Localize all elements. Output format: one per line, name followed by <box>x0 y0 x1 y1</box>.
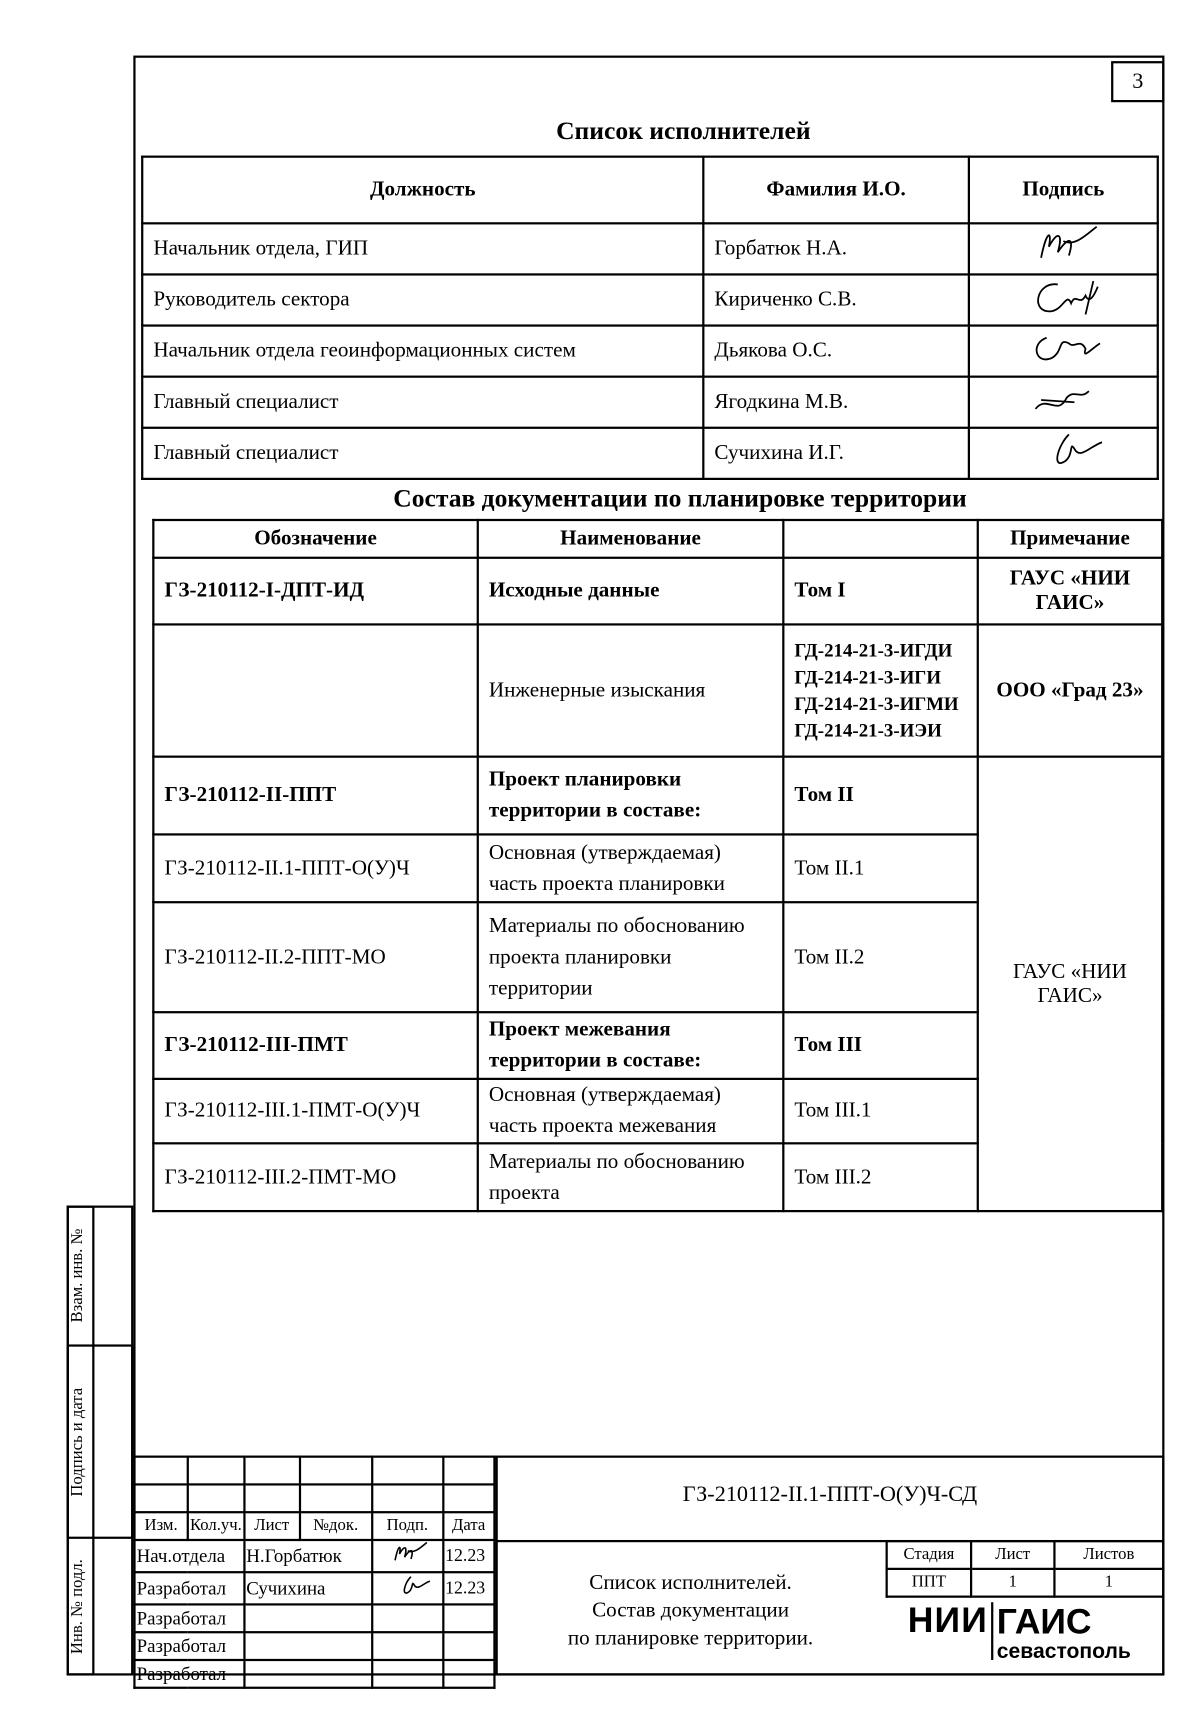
description-line: Список исполнителей. <box>589 1571 792 1595</box>
signature-icon <box>1024 378 1102 420</box>
name: Горбатюк Н.А. <box>703 223 969 274</box>
composition-title: Состав документации по планировке территории <box>393 484 967 513</box>
executors-title: Список исполнителей <box>556 116 811 145</box>
page-number: 3 <box>1111 61 1164 102</box>
signature <box>969 223 1158 274</box>
code: ГЗ-210112-II.1-ППТ-О(У)Ч <box>153 834 477 902</box>
table-row <box>153 558 1162 625</box>
code: ГЗ-210112-I-ДПТ-ИД <box>153 558 477 625</box>
signer-date: 12.23 <box>443 1540 495 1572</box>
table-row <box>142 223 1158 274</box>
signature <box>969 326 1158 377</box>
description-line: Состав документации <box>592 1598 790 1623</box>
sheets-value: 1 <box>1054 1569 1163 1597</box>
header-name: Фамилия И.О. <box>703 157 969 224</box>
composition-table <box>152 519 1163 1212</box>
signer-role: Разработал <box>134 1572 244 1604</box>
stage-label: Стадия <box>887 1541 971 1569</box>
volume: Том I <box>783 558 977 625</box>
position: Главный специалист <box>142 377 703 428</box>
survey-code: ГД-214-21-3-ИЭИ <box>794 719 942 741</box>
table-row <box>142 274 1158 325</box>
signer-date <box>443 1660 495 1688</box>
signer-row <box>134 1660 494 1688</box>
signer-role: Нач.отдела <box>134 1540 244 1572</box>
sheet-value: 1 <box>971 1569 1054 1597</box>
signer-date <box>443 1632 495 1660</box>
header-note: Примечание <box>978 520 1162 558</box>
col-header: Подп. <box>372 1512 443 1540</box>
company-logo <box>908 1600 1131 1662</box>
note: ГАУС «НИИ ГАИС» <box>978 558 1162 625</box>
signer-role: Разработал <box>134 1632 244 1660</box>
survey-code: ГД-214-21-3-ИГИ <box>794 666 942 688</box>
stamp-replacement-label: Взам. инв. № <box>68 1228 87 1323</box>
col-header: Дата <box>443 1512 495 1540</box>
signer-name <box>244 1604 372 1632</box>
signature-icon <box>1024 429 1102 471</box>
signer-row <box>134 1632 494 1660</box>
volume: Том III <box>783 1012 977 1079</box>
signer-date: 12.23 <box>443 1572 495 1604</box>
position: Начальник отдела, ГИП <box>142 223 703 274</box>
code: ГЗ-210112-II-ППТ <box>153 757 477 835</box>
signature-icon <box>1024 224 1102 266</box>
title: Проект планировки территории в составе: <box>478 757 784 835</box>
code: ГЗ-210112-III-ПМТ <box>153 1012 477 1079</box>
table-row <box>142 377 1158 428</box>
header-position: Должность <box>142 157 703 224</box>
volume: Том II.1 <box>783 834 977 902</box>
header-volume <box>783 520 977 558</box>
survey-code: ГД-214-21-3-ИГДИ <box>794 639 953 661</box>
col-header: Кол.уч. <box>188 1512 244 1540</box>
logo-right: ГАИС <box>996 1601 1092 1642</box>
stamp-inventory-label: Инв. № подл. <box>68 1559 87 1655</box>
survey-code: ГД-214-21-3-ИГМИ <box>794 692 959 714</box>
title: Материалы по обоснованию проекта <box>478 1143 784 1211</box>
description-line: по планировке территории. <box>567 1626 814 1650</box>
name: Сучихина И.Г. <box>703 428 969 479</box>
signature <box>969 377 1158 428</box>
title: Материалы по обоснованию проекта планировки территории <box>478 902 784 1012</box>
title: Основная (утверждаемая) часть проекта планировки <box>478 834 784 902</box>
signer-role: Разработал <box>134 1660 244 1688</box>
header-signature: Подпись <box>969 157 1158 224</box>
executors-table <box>141 156 1159 480</box>
name: Дьякова О.С. <box>703 326 969 377</box>
note: ГАУС «НИИ ГАИС» <box>978 757 1162 1211</box>
volume: Том III.2 <box>783 1143 977 1211</box>
sheet-label: Лист <box>971 1541 1054 1569</box>
stage-table <box>886 1540 1165 1598</box>
header-code: Обозначение <box>153 520 477 558</box>
stage-value: ППТ <box>887 1569 971 1597</box>
stamp-signature-date-label: Подпись и дата <box>68 1387 87 1497</box>
title: Проект межевания территории в составе: <box>478 1012 784 1079</box>
volume: Том II.2 <box>783 902 977 1012</box>
name: Кириченко С.В. <box>703 274 969 325</box>
signer-date <box>443 1604 495 1632</box>
col-header: Лист <box>244 1512 300 1540</box>
name: Ягодкина М.В. <box>703 377 969 428</box>
code: ГЗ-210112-III.1-ПМТ-О(У)Ч <box>153 1079 477 1143</box>
signer-row <box>134 1540 494 1572</box>
signer-row <box>134 1572 494 1604</box>
signature <box>969 428 1158 479</box>
position: Начальник отдела геоинформационных систем <box>142 326 703 377</box>
signer-row <box>134 1604 494 1632</box>
header-title: Наименование <box>478 520 784 558</box>
signature-icon <box>385 1573 429 1597</box>
code: ГЗ-210112-III.2-ПМТ-МО <box>153 1143 477 1211</box>
table-row <box>142 428 1158 479</box>
signer-name: Н.Горбатюк <box>244 1540 372 1572</box>
signer-role: Разработал <box>134 1604 244 1632</box>
title: Основная (утверждаемая) часть проекта межевания <box>478 1079 784 1143</box>
col-header: Изм. <box>134 1512 187 1540</box>
signature-icon <box>1024 276 1102 318</box>
title: Исходные данные <box>478 558 784 625</box>
col-header: №док. <box>300 1512 372 1540</box>
signer-name <box>244 1660 372 1688</box>
code <box>153 624 477 756</box>
sheets-label: Листов <box>1054 1541 1163 1569</box>
position: Руководитель сектора <box>142 274 703 325</box>
volume <box>783 624 977 756</box>
logo-left: НИИ <box>907 1599 988 1640</box>
volume: Том II <box>783 757 977 835</box>
signature-icon <box>1024 327 1102 369</box>
table-row <box>142 326 1158 377</box>
table-row <box>153 757 1162 835</box>
volume: Том III.1 <box>783 1079 977 1143</box>
signer-name <box>244 1632 372 1660</box>
logo-sub: севастополь <box>996 1639 1131 1664</box>
code: ГЗ-210112-II.2-ППТ-МО <box>153 902 477 1012</box>
signature <box>969 274 1158 325</box>
title-block-grid <box>133 1456 495 1689</box>
title: Инженерные изыскания <box>478 624 784 756</box>
signer-name: Сучихина <box>244 1572 372 1604</box>
position: Главный специалист <box>142 428 703 479</box>
note: ООО «Град 23» <box>978 624 1162 756</box>
document-code: ГЗ-210112-II.1-ППТ-О(У)Ч-СД <box>682 1482 978 1507</box>
signature-icon <box>385 1541 429 1565</box>
document-description <box>496 1569 886 1652</box>
table-row <box>153 624 1162 756</box>
